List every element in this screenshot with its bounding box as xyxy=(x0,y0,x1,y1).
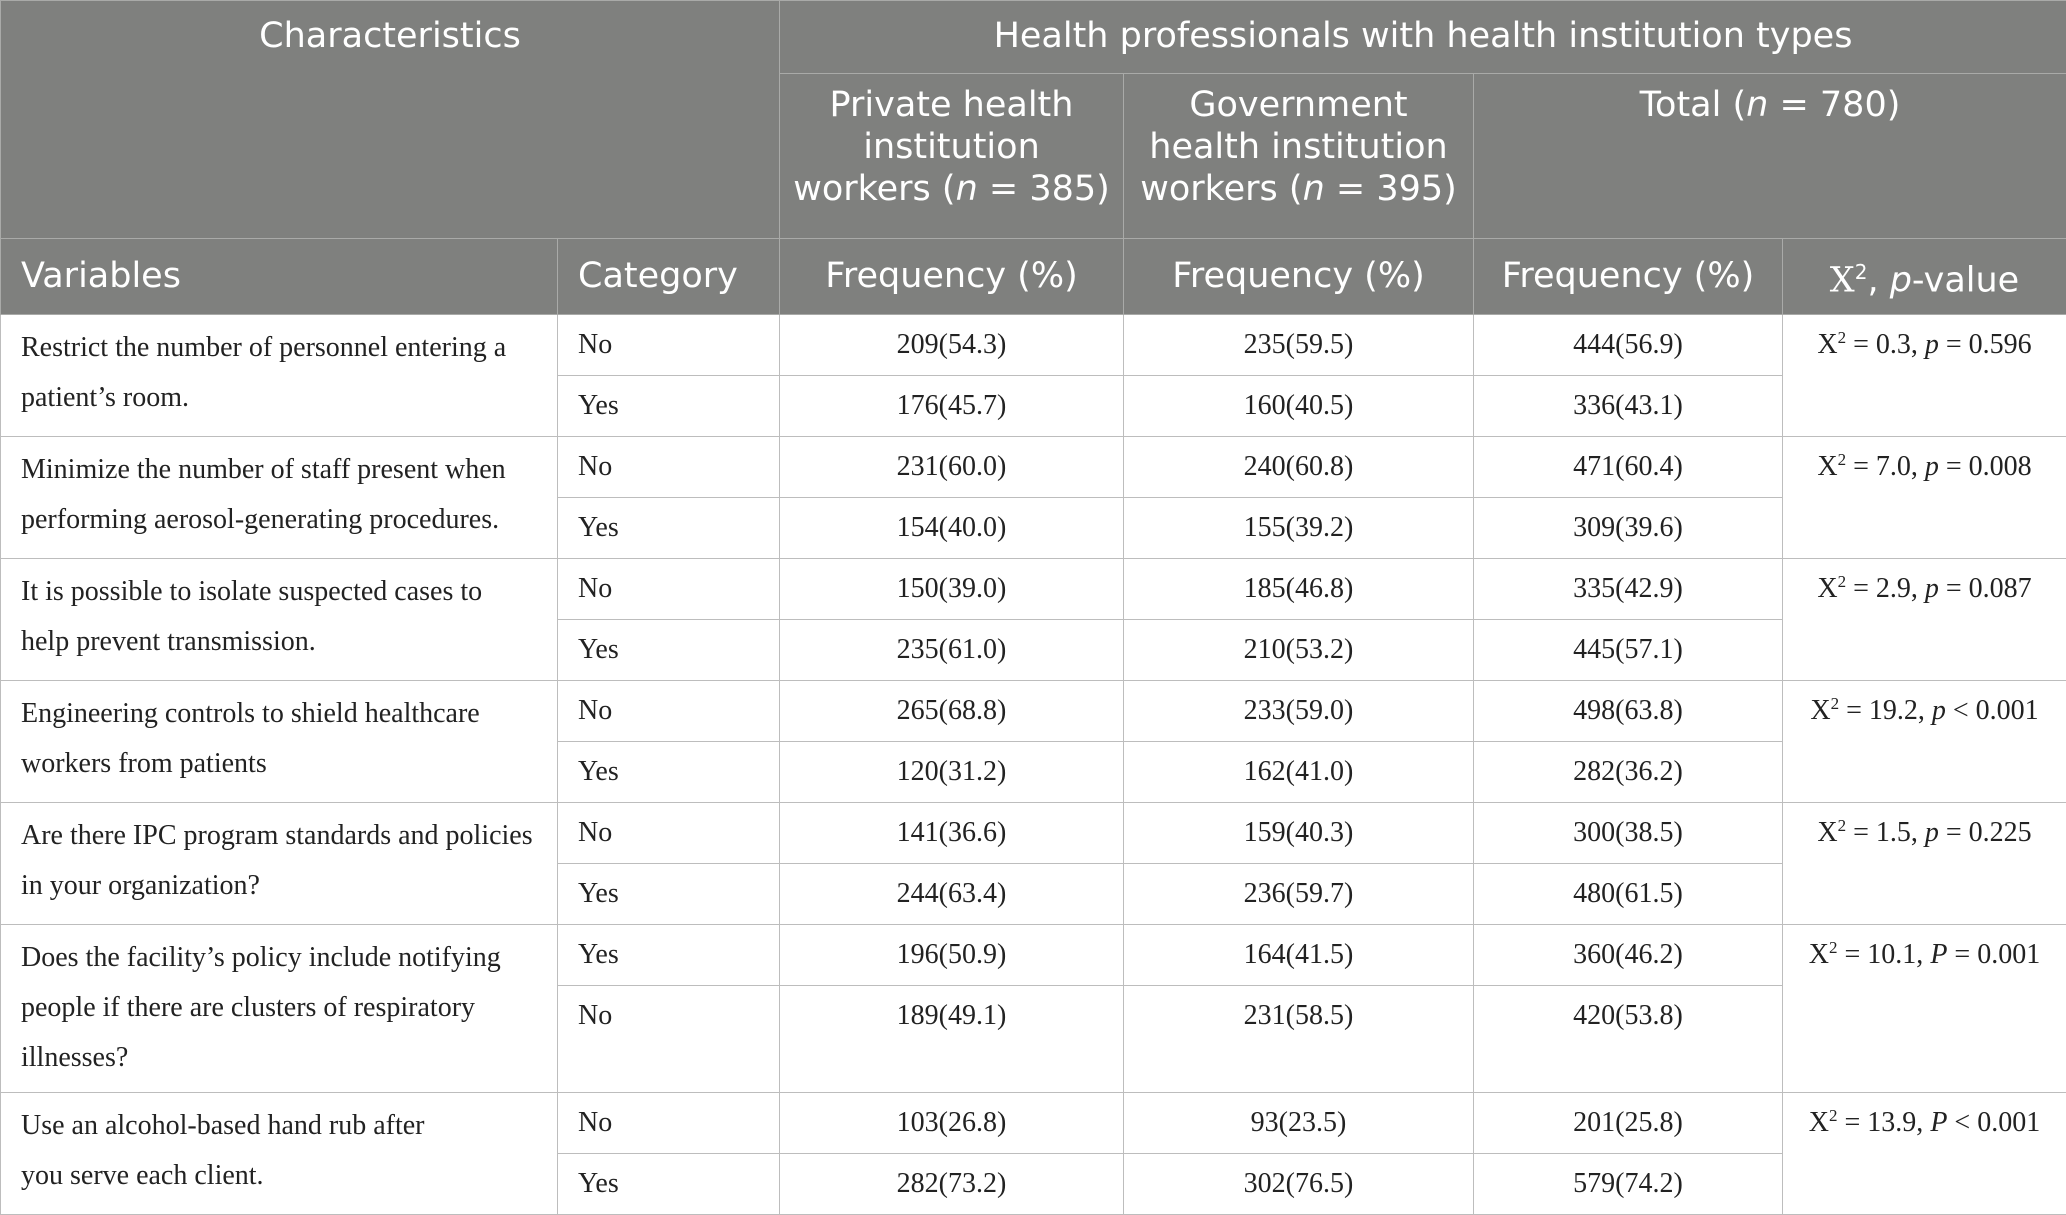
frequency-government-header: Frequency (%) xyxy=(1124,239,1474,315)
total-cell: 282(36.2) xyxy=(1474,741,1783,802)
table-row xyxy=(1,314,2066,375)
private-cell: 244(63.4) xyxy=(780,863,1124,924)
private-cell: 235(61.0) xyxy=(780,619,1124,680)
variables-header: Variables xyxy=(1,239,558,315)
frequency-private-header: Frequency (%) xyxy=(780,239,1124,315)
variable-cell: Are there IPC program standards and policies in your organization? xyxy=(1,802,558,924)
government-cell: 235(59.5) xyxy=(1124,314,1474,375)
table-row xyxy=(1,1092,2066,1153)
total-cell: 360(46.2) xyxy=(1474,924,1783,985)
government-cell: 164(41.5) xyxy=(1124,924,1474,985)
table-row xyxy=(1,924,2066,985)
category-cell: No xyxy=(558,985,780,1092)
category-cell: Yes xyxy=(558,1153,780,1214)
characteristics-header: Characteristics xyxy=(1,1,780,239)
total-cell: 471(60.4) xyxy=(1474,436,1783,497)
private-cell: 265(68.8) xyxy=(780,680,1124,741)
private-cell: 196(50.9) xyxy=(780,924,1124,985)
variable-cell: It is possible to isolate suspected cases to help prevent transmission. xyxy=(1,558,558,680)
private-cell: 209(54.3) xyxy=(780,314,1124,375)
private-cell: 150(39.0) xyxy=(780,558,1124,619)
total-cell: 480(61.5) xyxy=(1474,863,1783,924)
private-cell: 103(26.8) xyxy=(780,1092,1124,1153)
private-institution-header: Private health institution workers (n = 385) xyxy=(780,74,1124,239)
government-cell: 210(53.2) xyxy=(1124,619,1474,680)
category-cell: No xyxy=(558,558,780,619)
chi-square-cell: $X^2 = 13.9$, P < 0.001 xyxy=(1783,1092,2066,1214)
government-cell: 159(40.3) xyxy=(1124,802,1474,863)
private-cell: 120(31.2) xyxy=(780,741,1124,802)
category-cell: Yes xyxy=(558,619,780,680)
government-cell: 236(59.7) xyxy=(1124,863,1474,924)
government-cell: 240(60.8) xyxy=(1124,436,1474,497)
category-cell: No xyxy=(558,436,780,497)
category-cell: No xyxy=(558,314,780,375)
chi-square-cell: $X^2 = 2.9$, p = 0.087 xyxy=(1783,558,2066,680)
government-institution-header: Government health institution workers (n = 395) xyxy=(1124,74,1474,239)
total-cell: 336(43.1) xyxy=(1474,375,1783,436)
government-cell: 233(59.0) xyxy=(1124,680,1474,741)
government-cell: 93(23.5) xyxy=(1124,1092,1474,1153)
total-cell: 579(74.2) xyxy=(1474,1153,1783,1214)
private-cell: 282(73.2) xyxy=(780,1153,1124,1214)
total-cell: 335(42.9) xyxy=(1474,558,1783,619)
chi-square-cell: $X^2 = 19.2$, p < 0.001 xyxy=(1783,680,2066,802)
chi-square-cell: $X^2 = 0.3$, p = 0.596 xyxy=(1783,314,2066,436)
category-cell: Yes xyxy=(558,863,780,924)
chi-square-cell: $X^2 = 10.1$, P = 0.001 xyxy=(1783,924,2066,1092)
private-cell: 176(45.7) xyxy=(780,375,1124,436)
table-row xyxy=(1,436,2066,497)
variable-cell: Use an alcohol-based hand rub after you serve each client. xyxy=(1,1092,558,1214)
total-cell: 300(38.5) xyxy=(1474,802,1783,863)
chi-square-cell: $X^2 = 1.5$, p = 0.225 xyxy=(1783,802,2066,924)
category-cell: Yes xyxy=(558,741,780,802)
private-cell: 154(40.0) xyxy=(780,497,1124,558)
total-cell: 444(56.9) xyxy=(1474,314,1783,375)
total-cell: 309(39.6) xyxy=(1474,497,1783,558)
table-row xyxy=(1,802,2066,863)
category-cell: Yes xyxy=(558,375,780,436)
total-cell: 201(25.8) xyxy=(1474,1092,1783,1153)
government-cell: 185(46.8) xyxy=(1124,558,1474,619)
variable-cell: Does the facility’s policy include notifying people if there are clusters of respiratory illnesses? xyxy=(1,924,558,1092)
category-cell: No xyxy=(558,680,780,741)
government-cell: 162(41.0) xyxy=(1124,741,1474,802)
total-header: Total (n = 780) xyxy=(1474,74,2066,239)
group-header: Health professionals with health institution types xyxy=(780,1,2066,74)
category-cell: No xyxy=(558,802,780,863)
total-cell: 445(57.1) xyxy=(1474,619,1783,680)
chi-square-header: $X^2$, p-value xyxy=(1783,239,2066,315)
table-row xyxy=(1,558,2066,619)
category-header: Category xyxy=(558,239,780,315)
variable-cell: Restrict the number of personnel entering a patient’s room. xyxy=(1,314,558,436)
table-header xyxy=(1,1,2066,315)
total-cell: 498(63.8) xyxy=(1474,680,1783,741)
total-cell: 420(53.8) xyxy=(1474,985,1783,1092)
category-cell: No xyxy=(558,1092,780,1153)
government-cell: 302(76.5) xyxy=(1124,1153,1474,1214)
private-cell: 189(49.1) xyxy=(780,985,1124,1092)
government-cell: 160(40.5) xyxy=(1124,375,1474,436)
table-row xyxy=(1,680,2066,741)
variable-cell: Minimize the number of staff present when performing aerosol-generating procedures. xyxy=(1,436,558,558)
private-cell: 231(60.0) xyxy=(780,436,1124,497)
category-cell: Yes xyxy=(558,924,780,985)
government-cell: 155(39.2) xyxy=(1124,497,1474,558)
chi-square-cell: $X^2 = 7.0$, p = 0.008 xyxy=(1783,436,2066,558)
frequency-total-header: Frequency (%) xyxy=(1474,239,1783,315)
category-cell: Yes xyxy=(558,497,780,558)
table-body xyxy=(1,314,2066,1214)
variable-cell: Engineering controls to shield healthcare workers from patients xyxy=(1,680,558,802)
government-cell: 231(58.5) xyxy=(1124,985,1474,1092)
private-cell: 141(36.6) xyxy=(780,802,1124,863)
